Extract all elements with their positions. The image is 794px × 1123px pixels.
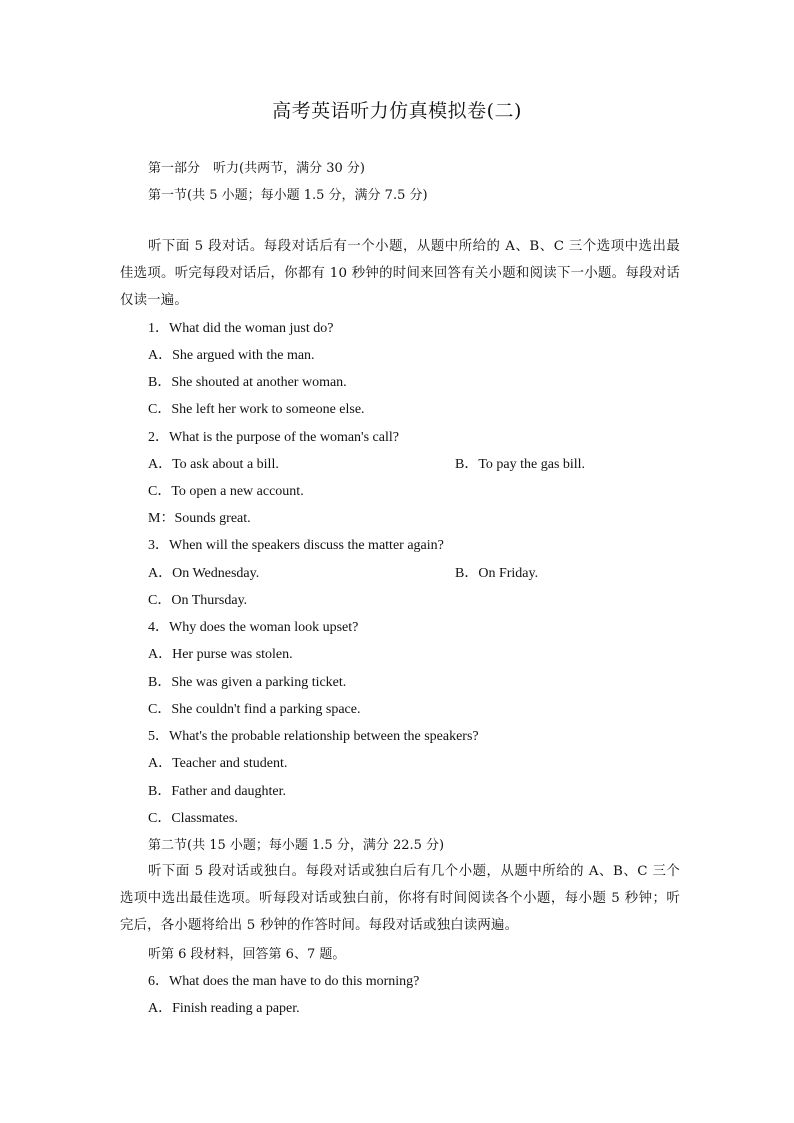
question-3: 3．When will the speakers discuss the matter again? — [148, 538, 444, 553]
question-2-dialogue-line: M：Sounds great. — [148, 511, 251, 526]
question-5: 5．What's the probable relationship between the speakers? — [148, 729, 479, 744]
material-6-instruction: 听第 6 段材料，回答第 6、7 题。 — [148, 947, 346, 962]
question-3-option-a: A．On Wednesday. — [148, 566, 260, 581]
question-2: 2．What is the purpose of the woman's call? — [148, 430, 399, 445]
question-4-option-b: B．She was given a parking ticket. — [148, 675, 347, 690]
section1-instructions: 听下面 5 段对话。每段对话后有一个小题，从题中所给的 A、B、C 三个选项中选出最佳选项。听完每段对话后，你都有 10 秒钟的时间来回答有关小题和阅读下一小题。每段对话仅读一遍。 — [120, 239, 680, 309]
question-1-option-a: A．She argued with the man. — [148, 348, 315, 363]
question-5-option-a: A．Teacher and student. — [148, 756, 288, 771]
question-4-option-c: C．She couldn't find a parking space. — [148, 702, 361, 717]
question-1: 1．What did the woman just do? — [148, 321, 334, 336]
question-2-option-b: B．To pay the gas bill. — [455, 457, 586, 472]
question-4-option-a: A．Her purse was stolen. — [148, 647, 293, 662]
question-6-option-a: A．Finish reading a paper. — [148, 1001, 300, 1016]
question-6: 6．What does the man have to do this morning? — [148, 974, 420, 989]
page-title: 高考英语听力仿真模拟卷(二) — [272, 100, 522, 122]
section2-instructions: 听下面 5 段对话或独白。每段对话或独白后有几个小题，从题中所给的 A、B、C 三个选项中选出最佳选项。听每段对话或独白前，你将有时间阅读各个小题，每小题 5 秒钟；听完后，各小题将给出 5 秒钟的作答时间。每段对话或独白读两遍。 — [120, 864, 680, 934]
question-5-option-b: B．Father and daughter. — [148, 784, 287, 799]
part1-header: 第一部分 听力(共两节，满分 30 分) — [148, 161, 365, 176]
section2-header: 第二节(共 15 小题；每小题 1.5 分，满分 22.5 分) — [148, 838, 445, 853]
question-3-option-b: B．On Friday. — [455, 566, 539, 581]
section1-header: 第一节(共 5 小题；每小题 1.5 分，满分 7.5 分) — [148, 188, 428, 203]
question-2-option-a: A．To ask about a bill. — [148, 457, 279, 472]
question-5-option-c: C．Classmates. — [148, 811, 238, 826]
question-2-option-c: C．To open a new account. — [148, 484, 304, 499]
question-1-option-c: C．She left her work to someone else. — [148, 402, 365, 417]
question-4: 4．Why does the woman look upset? — [148, 620, 359, 635]
question-3-option-c: C．On Thursday. — [148, 593, 248, 608]
question-1-option-b: B．She shouted at another woman. — [148, 375, 347, 390]
